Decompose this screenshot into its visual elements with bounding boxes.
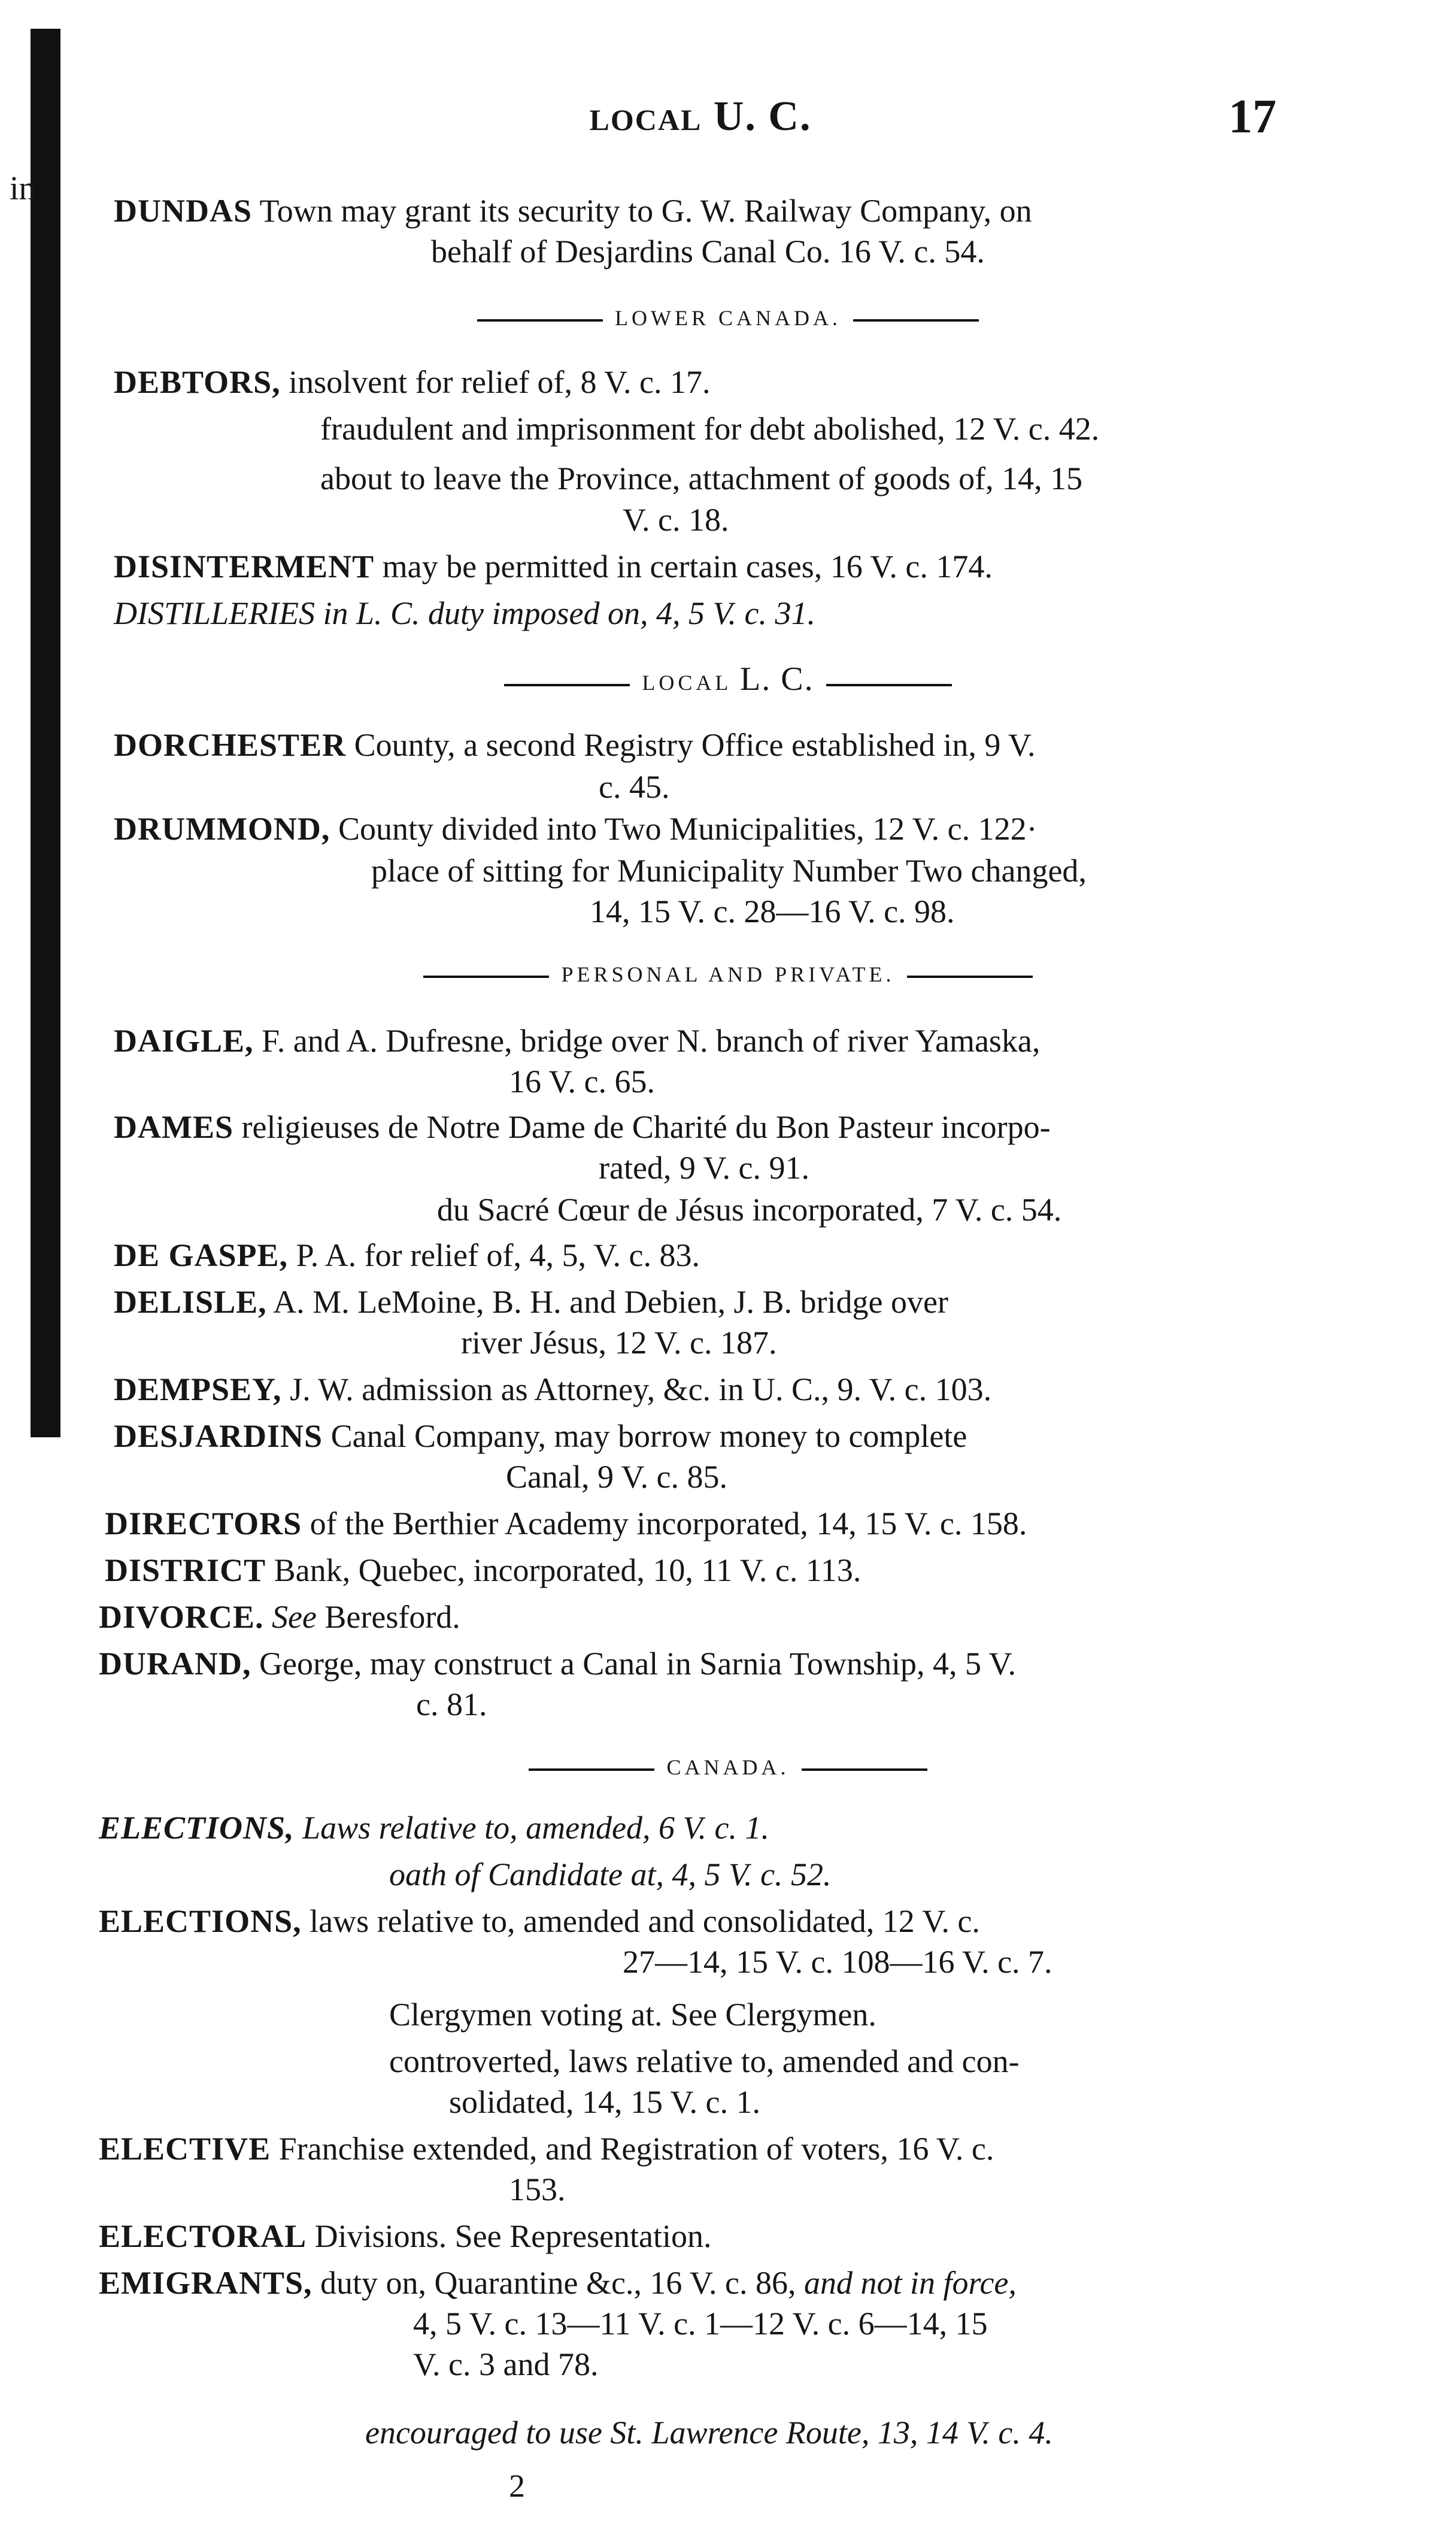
entry-elections-cont: 27—14, 15 V. c. 108—16 V. c. 7. [623, 1944, 1052, 1980]
entry-elective-cont: 153. [509, 2171, 566, 2207]
section-personal [0, 962, 1456, 987]
section-lower-canada [0, 305, 1456, 331]
entry-text: Canal Company, may borrow money to complete [323, 1418, 967, 1454]
entry-electoral [99, 2217, 712, 2256]
entry-head: DEMPSEY, [114, 1371, 282, 1407]
entry-degaspe [114, 1236, 700, 1275]
entry-head: DURAND, [99, 1646, 251, 1682]
entry-italic-note: and not in force, [796, 2265, 1017, 2301]
entry-text: Town may grant its security to G. W. Railway Company, on [252, 193, 1032, 229]
see-label: See [263, 1599, 317, 1635]
entry-head: DAMES [114, 1109, 234, 1145]
entry-dundas-cont: behalf of Desjardins Canal Co. 16 V. c. 54. [431, 234, 985, 269]
entry-district [105, 1551, 861, 1590]
entry-daigle-cont: 16 V. c. 65. [509, 1064, 656, 1100]
entry-drummond-sub1-cont: 14, 15 V. c. 28—16 V. c. 98. [590, 894, 955, 929]
entry-head: DELISLE, [114, 1284, 267, 1320]
entry-daigle [114, 1022, 1040, 1061]
running-header [114, 93, 1287, 141]
header-local: LOCAL [589, 103, 702, 137]
header-region: U. C. [713, 93, 812, 140]
entry-elective [99, 2130, 994, 2168]
entry-elections-sub1: Clergymen voting at. See Clergymen. [389, 1997, 876, 2033]
section-label-region: L. C. [740, 661, 814, 698]
entry-dames-sub1: du Sacré Cœur de Jésus incorporated, 7 V. c. 54. [437, 1192, 1062, 1228]
entry-head: ELECTIONS, [99, 1810, 295, 1846]
entry-head: ELECTIONS, [99, 1903, 302, 1939]
entry-elections-italic-sub1: oath of Candidate at, 4, 5 V. c. 52. [389, 1856, 832, 1892]
entry-elections-italic [99, 1809, 769, 1848]
entry-dorchester [114, 726, 1035, 765]
entry-elections [99, 1902, 980, 1941]
entry-dempsey [114, 1370, 991, 1409]
entry-head: DE GASPE, [114, 1237, 289, 1273]
entry-debtors-sub2-cont: V. c. 18. [623, 502, 729, 538]
entry-text: Franchise extended, and Registration of voters, 16 V. c. [271, 2131, 994, 2167]
entry-text: religieuses de Notre Dame de Charité du Bon Pasteur incorpo- [233, 1109, 1051, 1145]
entry-debtors-sub1: fraudulent and imprisonment for debt abolished, 12 V. c. 42. [320, 411, 1100, 447]
entry-drummond [114, 810, 1038, 849]
entry-durand-cont: c. 81. [416, 1686, 487, 1722]
section-canada [0, 1755, 1456, 1780]
entry-elections-sub2-cont: solidated, 14, 15 V. c. 1. [449, 2084, 760, 2120]
entry-divorce [99, 1598, 460, 1637]
entry-text: Beresford. [316, 1599, 460, 1635]
entry-head: DIVORCE. [99, 1599, 264, 1635]
margin-bar [31, 29, 60, 1437]
entry-head: ELECTIVE [99, 2131, 271, 2167]
entry-text: J. W. admission as Attorney, &c. in U. C., 9. V. c. 103. [281, 1371, 992, 1407]
entry-head: DEBTORS, [114, 364, 281, 400]
entry-head: DORCHESTER [114, 727, 347, 763]
entry-head: DIRECTORS [105, 1506, 302, 1541]
margin-note: in [10, 170, 36, 207]
entry-drummond-sub1: place of sitting for Municipality Number Two changed, [371, 853, 1087, 889]
entry-head: DISTRICT [105, 1552, 266, 1588]
entry-text: laws relative to, amended and consolidated, 12 V. c. [301, 1903, 980, 1939]
section-local-lc [0, 660, 1456, 698]
entry-desjardins-cont: Canal, 9 V. c. 85. [506, 1459, 727, 1495]
entry-head: DUNDAS [114, 193, 253, 229]
entry-dames-cont: rated, 9 V. c. 91. [599, 1150, 809, 1186]
entry-directors [105, 1504, 1027, 1543]
entry-text: Laws relative to, amended, 6 V. c. 1. [294, 1810, 769, 1846]
entry-debtors-sub2: about to leave the Province, attachment of goods of, 14, 15 [320, 461, 1083, 496]
page-number: 17 [1228, 90, 1276, 143]
entry-text: County, a second Registry Office established in, 9 V. [346, 727, 1036, 763]
entry-elections-sub2: controverted, laws relative to, amended and con- [389, 2043, 1020, 2079]
section-label: PERSONAL AND PRIVATE. [561, 962, 895, 986]
entry-durand [99, 1644, 1016, 1683]
entry-disinterment [114, 547, 993, 586]
entry-head: EMIGRANTS, [99, 2265, 313, 2301]
entry-text: County divided into Two Municipalities, 12 V. c. 122· [330, 811, 1038, 847]
signature-mark: 2 [509, 2468, 525, 2504]
entry-emigrants-cont2: V. c. 3 and 78. [413, 2346, 599, 2382]
entry-head: DESJARDINS [114, 1418, 323, 1454]
section-label: CANADA. [666, 1755, 790, 1779]
entry-text: George, may construct a Canal in Sarnia Township, 4, 5 V. [251, 1646, 1017, 1682]
entry-text: F. and A. Dufresne, bridge over N. branch of river Yamaska, [253, 1023, 1041, 1059]
entry-text: Bank, Quebec, incorporated, 10, 11 V. c. 113. [266, 1552, 862, 1588]
entry-text: A. M. LeMoine, B. H. and Debien, J. B. bridge over [266, 1284, 948, 1320]
entry-desjardins [114, 1417, 967, 1456]
entry-head: ELECTORAL [99, 2218, 307, 2254]
section-label: LOWER CANADA. [615, 306, 841, 330]
entry-emigrants [99, 2264, 1017, 2303]
entry-emigrants-cont: 4, 5 V. c. 13—11 V. c. 1—12 V. c. 6—14, 15 [413, 2306, 988, 2342]
section-label: LOCAL [642, 671, 732, 695]
entry-head: DISINTERMENT [114, 549, 375, 584]
entry-text: Divisions. See Representation. [307, 2218, 712, 2254]
entry-delisle-cont: river Jésus, 12 V. c. 187. [461, 1325, 777, 1361]
entry-debtors [114, 363, 710, 402]
entry-emigrants-sub1: encouraged to use St. Lawrence Route, 13, 14 V. c. 4. [365, 2415, 1053, 2451]
entry-head: DAIGLE, [114, 1023, 254, 1059]
entry-text: duty on, Quarantine &c., 16 V. c. 86, [312, 2265, 796, 2301]
entry-dundas [114, 192, 1032, 231]
entry-dames [114, 1108, 1051, 1147]
entry-delisle [114, 1283, 948, 1322]
entry-head: DRUMMOND, [114, 811, 330, 847]
entry-text: insolvent for relief of, 8 V. c. 17. [280, 364, 711, 400]
entry-dorchester-cont: c. 45. [599, 769, 670, 805]
entry-distilleries: DISTILLERIES in L. C. duty imposed on, 4, 5 V. c. 31. [114, 595, 815, 631]
entry-text: P. A. for relief of, 4, 5, V. c. 83. [288, 1237, 700, 1273]
entry-text: of the Berthier Academy incorporated, 14, 15 V. c. 158. [302, 1506, 1027, 1541]
entry-text: may be permitted in certain cases, 16 V. c. 174. [374, 549, 993, 584]
